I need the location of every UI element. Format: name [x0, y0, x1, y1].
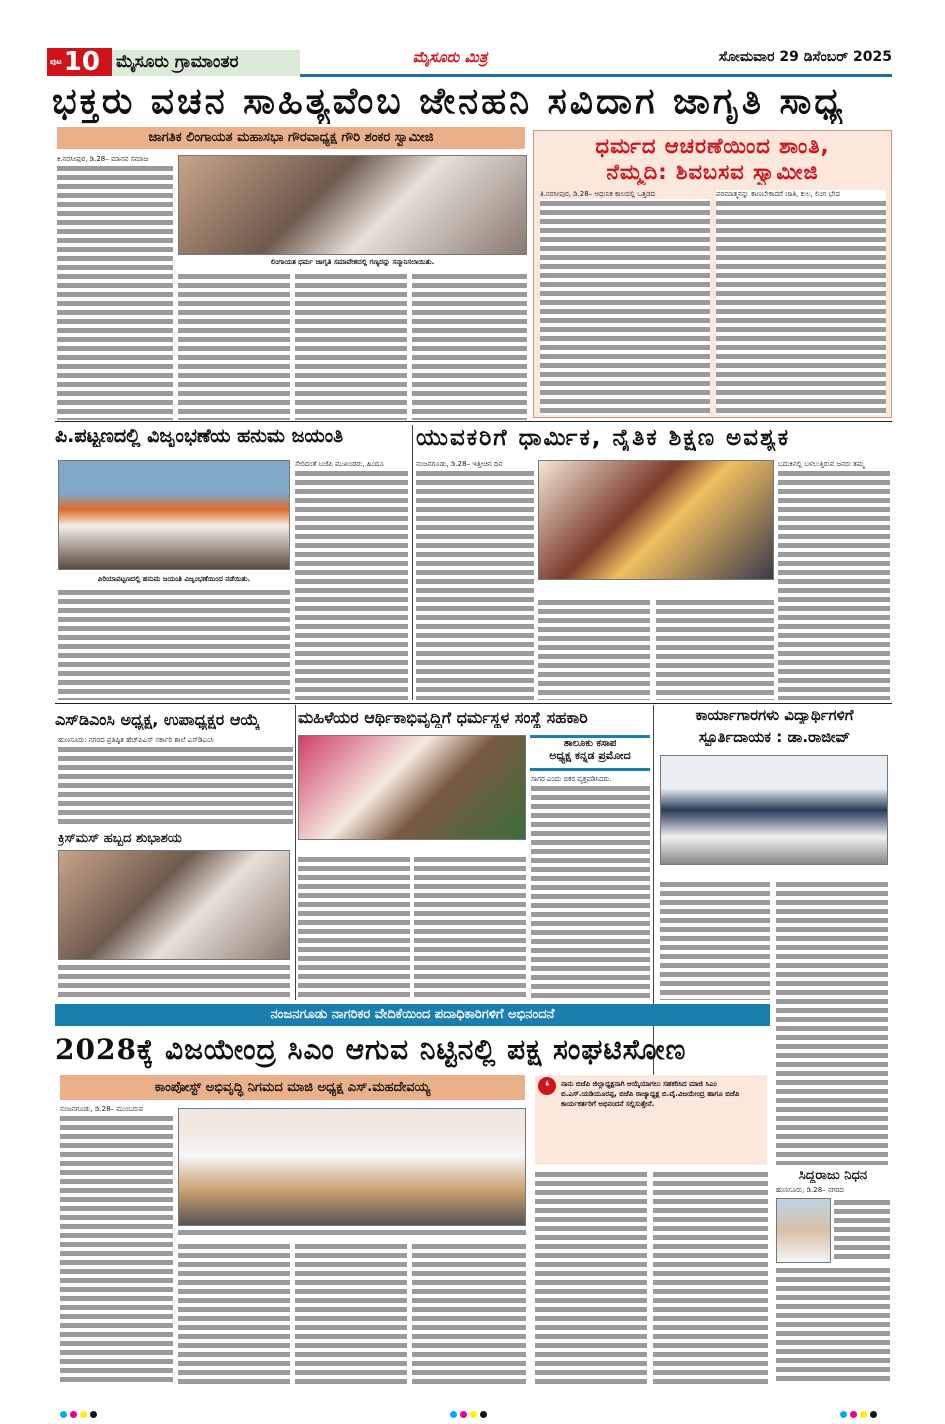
- registration-marks-right: [840, 1403, 880, 1422]
- story3-caption: ಪಿರಿಯಾಪಟ್ಟಣದಲ್ಲಿ ಹನುಮ ಜಯಂತಿ ವಿಜೃಂಭಣೆಯಿಂದ ನಡೆಯಿತು.: [97, 575, 251, 583]
- page-number-tag: [47, 48, 112, 76]
- story4-lede2: ಬದುಕಿನಲ್ಲಿ ಬಳಲುತ್ತಿರುವ ಜನರು ತಮ್ಮ: [778, 460, 890, 469]
- story9-text-col1: [60, 1105, 173, 1385]
- story3-lede: ಸೇರಿದಂತೆ ಬಜೆಪಿ ಮುಖಂಡರು, ಹಿಂದೂ: [295, 460, 408, 469]
- lead-text-col2: [178, 272, 290, 420]
- lead-photo: [178, 155, 527, 255]
- story8-text-col1: [660, 880, 770, 1000]
- story4-text-col2: [538, 598, 650, 700]
- story3-text-a: [58, 588, 290, 700]
- story5-text: [58, 736, 293, 826]
- story9-text-col5: [535, 1170, 647, 1385]
- story4-text-col1: [416, 460, 534, 700]
- story7-lede: ಸಾಗರ ಎಂದು ಬಿಕರ ವ್ಯಕ್ತಪಡಿಸಿದರು.: [531, 775, 650, 784]
- lead-text-col1: [57, 155, 173, 420]
- story9-text-col4: [412, 1242, 526, 1385]
- story9-subhead: ಕಾಂಪೋಸ್ಟ್ ಅಭಿವೃದ್ಧಿ ನಿಗಮದ ಮಾಜಿ ಅಧ್ಯಕ್ಷ ಎಸ್.ಮಹದೇವಯ್ಯ: [60, 1075, 525, 1100]
- story9-text-col2: [178, 1242, 290, 1385]
- story8-headline-2: ಸ್ಫೂರ್ತಿದಾಯಕ : ಡಾ.ರಾಜೀವ್: [698, 728, 851, 746]
- story9-text-col3: [295, 1242, 407, 1385]
- story6-caption-text: [58, 963, 290, 998]
- story9-caption: [178, 1228, 526, 1238]
- lead-lede: ಕಿ.ನರಸೀಪುರ, ಡಿ.28– ಮಾನವ ಸಮಾಜ: [57, 155, 173, 164]
- obituary-photo: [776, 1198, 831, 1263]
- story9-photo: [178, 1108, 526, 1226]
- story6-headline: ಕ್ರಿಸ್‌ಮಸ್ ಹಬ್ಬದ ಶುಭಾಶಯ: [58, 831, 182, 846]
- story7-photo: [298, 735, 526, 840]
- story10-text: [834, 1198, 890, 1263]
- page-tag-label: ಪುಟ: [50, 57, 62, 66]
- story9-lede: ನಂಜನಗೂಡು, ಡಿ.28– ಮುಂಬರುವ: [60, 1105, 173, 1114]
- story7-box: [530, 735, 650, 771]
- lead-headline: ಭಕ್ತರು ವಚನ ಸಾಹಿತ್ಯವೆಂಬ ಜೇನಹನಿ ಸವಿದಾಗ ಜಾಗೃತಿ ಸಾಧ್ಯ: [52, 81, 846, 122]
- story4-text-col3: [656, 598, 774, 700]
- story2-lede: ತಿ.ನರಸೀಪುರ, ಡಿ.28– ಆಧುನಿಕ ಕಾಲದಲ್ಲಿ ಒತ್ತಡದ: [540, 190, 710, 199]
- lead-text-col3: [295, 272, 407, 420]
- masthead-logo: ಮೈಸೂರು ಮಿತ್ರ: [412, 48, 488, 66]
- story5-headline: ಎಸ್‌ಡಿಎಂಸಿ ಅಧ್ಯಕ್ಷ, ಉಪಾಧ್ಯಕ್ಷರ ಆಯ್ಕೆ: [55, 710, 260, 729]
- story9-headline: 2028ಕ್ಕೆ ವಿಜಯೇಂದ್ರ ಸಿಎಂ ಆಗುವ ನಿಟ್ಟಿನಲ್ಲಿ ಪಕ್ಷ ಸಂಘಟಿಸೋಣ: [55, 1033, 687, 1066]
- lead-caption: ಲಿಂಗಾಯತ ಧರ್ಮ ಜಾಗೃತಿ ಸಮಾವೇಶದಲ್ಲಿ ಗಣ್ಯರನ್ನು ಸನ್ಮಾನಿಸಲಾಯಿತು.: [270, 258, 435, 266]
- story4-photo: [538, 460, 774, 580]
- quote-icon: ❛: [538, 1077, 556, 1095]
- story7-box-line1: ತಾಲೂಕು ಕಸಾಪ: [563, 738, 617, 749]
- lead-text-col4: [412, 272, 527, 420]
- registration-marks-left: [60, 1403, 100, 1422]
- section-label: ಮೈಸೂರು ಗ್ರಾಮಾಂತರ: [112, 50, 300, 76]
- column-rule: [295, 705, 296, 1000]
- story3-headline: ಪಿ.ಪಟ್ಟಣದಲ್ಲಿ ವಿಜೃಂಭಣೆಯ ಹನುಮ ಜಯಂತಿ: [55, 425, 344, 447]
- story5-lede: ಹುಣಸೂರು: ನಗರದ ಪ್ರತಿಷ್ಠಿತ ಹೆಚ್‌ಪಿಎಸ್ ಸರ್ಕಾರಿ ಶಾಲೆ ಎಸ್‌ಡಿಎಂಸಿ: [58, 736, 293, 745]
- story2-headline-1: ಧರ್ಮದ ಆಚರಣೆಯಿಂದ ಶಾಂತಿ,: [595, 134, 830, 158]
- issue-date: ಸೋಮವಾರ 29 ಡಿಸೆಂಬರ್ 2025: [718, 49, 892, 65]
- story7-text-side: [531, 775, 650, 1000]
- story9-quote: ನಾನು ಬಿಜೆಪಿ ಜಿಲ್ಲಾಧ್ಯಕ್ಷನಾಗಿ ಆಯ್ಕೆಯಾಗಲು ಸಹಕರಿಸಿದ ಮಾಜಿ ಸಿಎಂ ಬಿ.ಎಸ್.ಯಡಿಯೂರಪ್ಪ, ಬಿಜೆಪಿ ರಾಜ್ಯಾಧ್ಯಕ್ಷ ಬಿ.ವೈ.ವಿಜಯೇಂದ್ರ ಹಾಗೂ ಬಿಜೆಪಿ ಕಾರ್ಯಕರ್ತರಿಗೆ ಅಭಿನಂದನೆ ಸಲ್ಲಿಸುತ್ತೇನೆ.: [561, 1080, 740, 1108]
- masthead-rule: [300, 74, 892, 77]
- story8-text-col2: [776, 880, 888, 1165]
- story6-photo: [58, 850, 290, 960]
- page-number: 10: [63, 47, 100, 77]
- story9-kicker: ನಂಜನಗೂಡು ನಾಗರಿಕರ ವೇದಿಕೆಯಿಂದ ಪದಾಧಿಕಾರಿಗಳಿಗೆ ಅಭಿನಂದನೆ: [55, 1004, 770, 1026]
- story2-lede2: ಪರಮಾತ್ಮನನ್ನು ಕಾಣಬೇಕಾದರೆ ಜಾತಿ, ಕುಲ, ಲಿಂಗ ಭೇದ: [716, 190, 886, 199]
- story7-headline: ಮಹಿಳೆಯರ ಆರ್ಥಿಕಾಭಿವೃದ್ಧಿಗೆ ಧರ್ಮಸ್ಥಳ ಸಂಸ್ಥೆ ಸಹಕಾರಿ: [298, 708, 588, 727]
- story10-headline: ಸಿದ್ದರಾಜು ನಿಧನ: [798, 1168, 868, 1183]
- registration-marks-center: [450, 1403, 490, 1422]
- story4-lede: ನಂಜನಗೂಡು, ಡಿ.28– ಇತ್ತೀಚಿನ ದಿನ: [416, 460, 534, 469]
- story4-text-col4: [778, 460, 890, 700]
- story7-box-line2: ಅಧ್ಯಕ್ಷ ಕನ್ನಡ ಪ್ರಮೋದ: [549, 749, 631, 762]
- story7-text-col1: [298, 855, 410, 1000]
- column-rule: [412, 425, 413, 700]
- story3-photo: [58, 460, 290, 570]
- story3-text-b: [295, 460, 408, 700]
- story2-text-col1: [540, 190, 710, 415]
- lead-subhead: ಜಾಗತಿಕ ಲಿಂಗಾಯತ ಮಹಾಸಭಾ ಗೌರವಾಧ್ಯಕ್ಷ ಗೌರಿ ಶಂಕರ ಸ್ವಾಮೀಜಿ: [57, 127, 525, 149]
- story8-photo: [660, 755, 888, 865]
- divider: [55, 421, 892, 422]
- story4-headline: ಯುವಕರಿಗೆ ಧಾರ್ಮಿಕ, ನೈತಿಕ ಶಿಕ್ಷಣ ಅವಶ್ಯಕ: [416, 425, 791, 451]
- story10-text-b: [776, 1266, 890, 1385]
- story9-quote-box: [535, 1075, 767, 1165]
- story2-headline-2: ನೆಮ್ಮದಿ: ಶಿವಬಸವ ಸ್ವಾಮೀಜಿ: [606, 160, 819, 184]
- story9-text-col6: [653, 1170, 768, 1385]
- divider: [55, 703, 892, 704]
- story7-text-col2: [414, 855, 526, 1000]
- story10-lede: ಹುಣಸೂರು, ಡಿ.28– ನಗರದ: [776, 1186, 844, 1194]
- story2-text-col2: [716, 190, 886, 415]
- story8-headline-1: ಕಾರ್ಯಾಗಾರಗಳು ವಿದ್ಯಾರ್ಥಿಗಳಿಗೆ: [695, 706, 854, 724]
